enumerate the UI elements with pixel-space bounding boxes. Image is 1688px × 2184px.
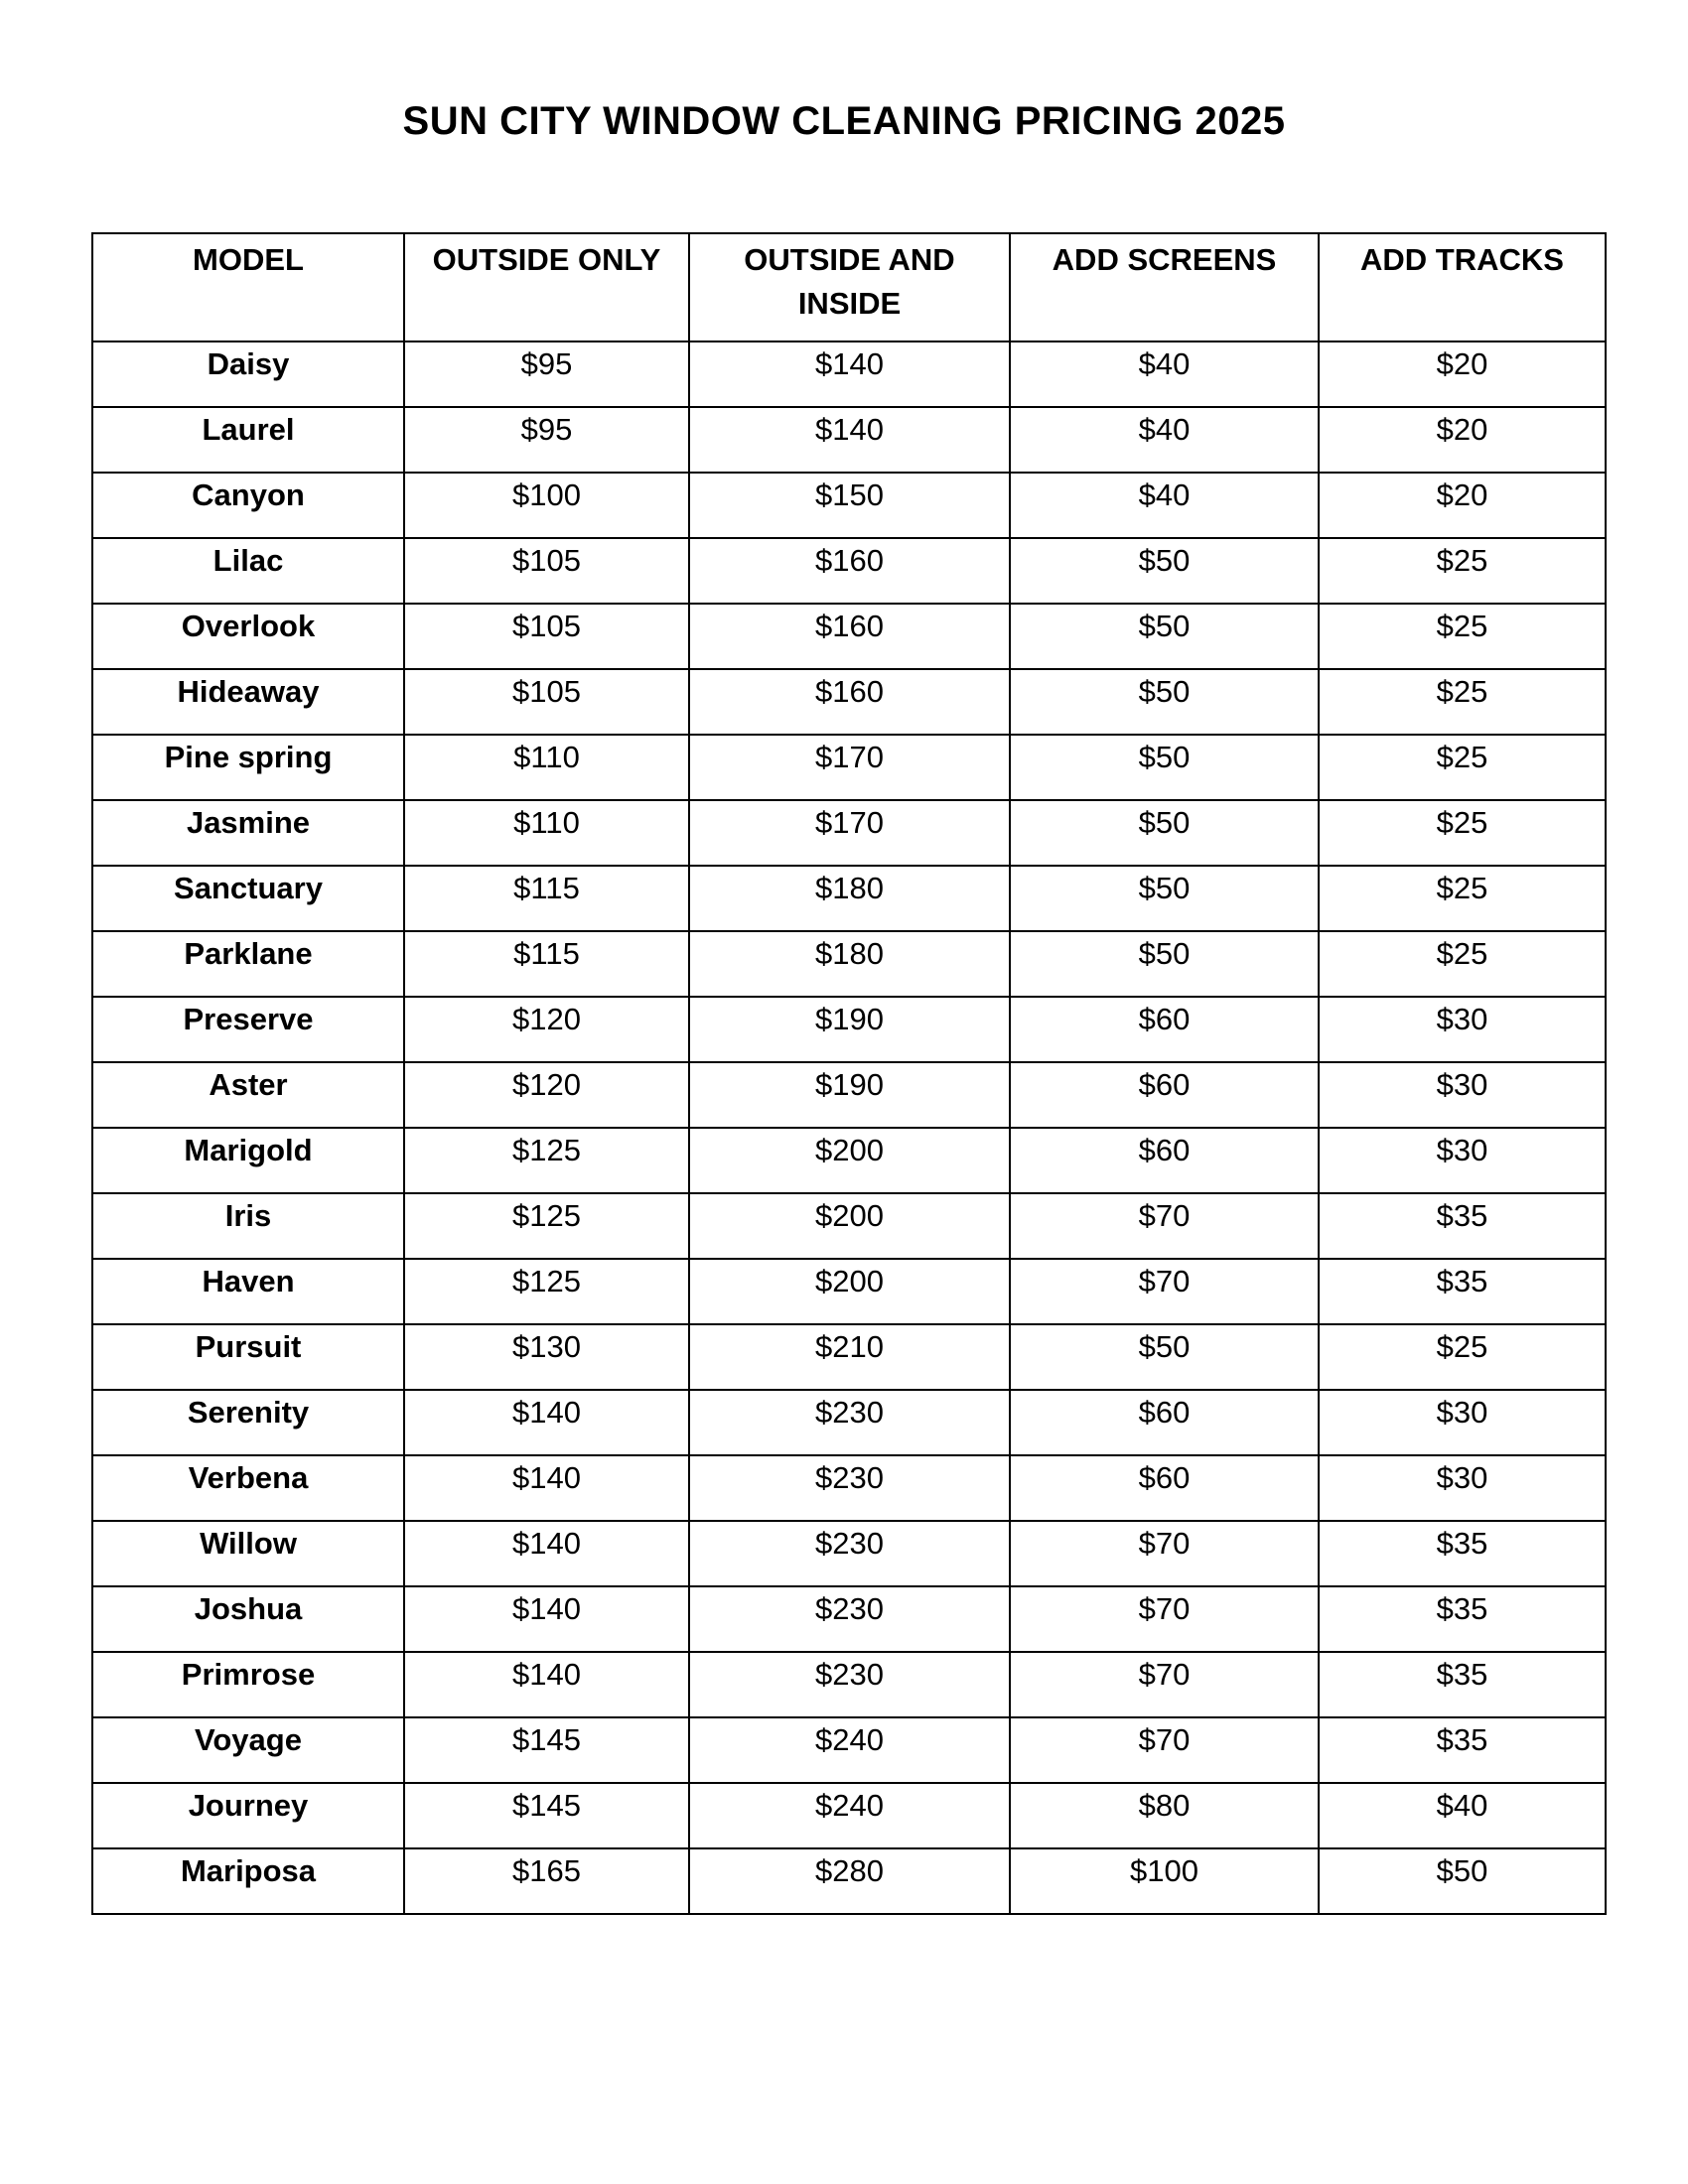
outside-only-cell: $120 — [404, 997, 689, 1062]
outside-only-cell: $110 — [404, 735, 689, 800]
model-cell: Lilac — [92, 538, 404, 604]
model-cell: Hideaway — [92, 669, 404, 735]
model-cell: Aster — [92, 1062, 404, 1128]
model-cell: Joshua — [92, 1586, 404, 1652]
add-screens-cell: $70 — [1010, 1193, 1319, 1259]
outside-only-cell: $125 — [404, 1193, 689, 1259]
add-screens-cell: $40 — [1010, 341, 1319, 407]
outside-only-cell: $105 — [404, 604, 689, 669]
outside-and-inside-cell: $170 — [689, 735, 1010, 800]
add-screens-cell: $70 — [1010, 1652, 1319, 1717]
add-tracks-cell: $50 — [1319, 1848, 1606, 1914]
table-row — [92, 1783, 1606, 1848]
table-row — [92, 735, 1606, 800]
add-screens-cell: $60 — [1010, 1062, 1319, 1128]
add-screens-cell: $50 — [1010, 538, 1319, 604]
model-cell: Iris — [92, 1193, 404, 1259]
outside-and-inside-cell: $230 — [689, 1390, 1010, 1455]
outside-and-inside-cell: $200 — [689, 1259, 1010, 1324]
model-cell: Parklane — [92, 931, 404, 997]
add-screens-cell: $80 — [1010, 1783, 1319, 1848]
outside-and-inside-cell: $150 — [689, 473, 1010, 538]
outside-only-cell: $140 — [404, 1586, 689, 1652]
add-screens-cell: $70 — [1010, 1259, 1319, 1324]
outside-and-inside-cell: $190 — [689, 997, 1010, 1062]
table-row — [92, 997, 1606, 1062]
pricing-table — [91, 232, 1607, 1915]
outside-only-cell: $105 — [404, 538, 689, 604]
model-cell: Verbena — [92, 1455, 404, 1521]
add-tracks-cell: $25 — [1319, 931, 1606, 997]
add-tracks-cell: $40 — [1319, 1783, 1606, 1848]
add-tracks-cell: $30 — [1319, 1390, 1606, 1455]
add-screens-cell: $50 — [1010, 1324, 1319, 1390]
outside-only-cell: $95 — [404, 407, 689, 473]
outside-and-inside-cell: $180 — [689, 866, 1010, 931]
table-row — [92, 866, 1606, 931]
table-row — [92, 1390, 1606, 1455]
outside-only-cell: $105 — [404, 669, 689, 735]
table-row — [92, 1521, 1606, 1586]
outside-only-cell: $110 — [404, 800, 689, 866]
table-row — [92, 931, 1606, 997]
outside-and-inside-cell: $160 — [689, 538, 1010, 604]
outside-only-cell: $140 — [404, 1455, 689, 1521]
outside-only-cell: $140 — [404, 1390, 689, 1455]
add-tracks-cell: $35 — [1319, 1652, 1606, 1717]
add-tracks-cell: $25 — [1319, 735, 1606, 800]
add-screens-cell: $50 — [1010, 669, 1319, 735]
table-row — [92, 407, 1606, 473]
model-cell: Journey — [92, 1783, 404, 1848]
add-screens-cell: $70 — [1010, 1586, 1319, 1652]
add-screens-cell: $50 — [1010, 735, 1319, 800]
add-screens-cell: $50 — [1010, 800, 1319, 866]
table-row — [92, 341, 1606, 407]
header-row — [92, 233, 1606, 341]
table-row — [92, 1717, 1606, 1783]
add-tracks-cell: $25 — [1319, 604, 1606, 669]
table-row — [92, 1586, 1606, 1652]
model-cell: Pursuit — [92, 1324, 404, 1390]
model-cell: Laurel — [92, 407, 404, 473]
add-tracks-cell: $20 — [1319, 341, 1606, 407]
add-tracks-cell: $20 — [1319, 473, 1606, 538]
outside-and-inside-cell: $230 — [689, 1652, 1010, 1717]
model-cell: Voyage — [92, 1717, 404, 1783]
outside-only-cell: $120 — [404, 1062, 689, 1128]
add-tracks-cell: $25 — [1319, 669, 1606, 735]
outside-and-inside-cell: $140 — [689, 407, 1010, 473]
outside-only-cell: $115 — [404, 866, 689, 931]
outside-only-cell: $100 — [404, 473, 689, 538]
table-row — [92, 1193, 1606, 1259]
add-screens-cell: $100 — [1010, 1848, 1319, 1914]
model-cell: Marigold — [92, 1128, 404, 1193]
add-tracks-cell: $25 — [1319, 866, 1606, 931]
add-screens-cell: $40 — [1010, 407, 1319, 473]
add-screens-cell: $50 — [1010, 931, 1319, 997]
header-outside-only: OUTSIDE ONLY — [404, 233, 689, 341]
model-cell: Primrose — [92, 1652, 404, 1717]
table-row — [92, 473, 1606, 538]
table-row — [92, 604, 1606, 669]
add-tracks-cell: $35 — [1319, 1259, 1606, 1324]
model-cell: Sanctuary — [92, 866, 404, 931]
add-tracks-cell: $35 — [1319, 1586, 1606, 1652]
add-tracks-cell: $30 — [1319, 1062, 1606, 1128]
add-screens-cell: $60 — [1010, 997, 1319, 1062]
outside-only-cell: $130 — [404, 1324, 689, 1390]
model-cell: Mariposa — [92, 1848, 404, 1914]
header-add-screens: ADD SCREENS — [1010, 233, 1319, 341]
outside-and-inside-cell: $210 — [689, 1324, 1010, 1390]
outside-and-inside-cell: $230 — [689, 1586, 1010, 1652]
add-tracks-cell: $25 — [1319, 538, 1606, 604]
table-row — [92, 1259, 1606, 1324]
outside-and-inside-cell: $240 — [689, 1783, 1010, 1848]
outside-and-inside-cell: $170 — [689, 800, 1010, 866]
outside-only-cell: $145 — [404, 1717, 689, 1783]
model-cell: Preserve — [92, 997, 404, 1062]
outside-only-cell: $165 — [404, 1848, 689, 1914]
table-row — [92, 1652, 1606, 1717]
header-model: MODEL — [92, 233, 404, 341]
outside-only-cell: $125 — [404, 1259, 689, 1324]
table-row — [92, 538, 1606, 604]
model-cell: Canyon — [92, 473, 404, 538]
outside-only-cell: $140 — [404, 1652, 689, 1717]
table-row — [92, 1455, 1606, 1521]
add-screens-cell: $50 — [1010, 866, 1319, 931]
outside-only-cell: $115 — [404, 931, 689, 997]
model-cell: Haven — [92, 1259, 404, 1324]
header-add-tracks: ADD TRACKS — [1319, 233, 1606, 341]
outside-and-inside-cell: $190 — [689, 1062, 1010, 1128]
table-row — [92, 1062, 1606, 1128]
add-tracks-cell: $35 — [1319, 1717, 1606, 1783]
add-tracks-cell: $30 — [1319, 1128, 1606, 1193]
model-cell: Daisy — [92, 341, 404, 407]
outside-and-inside-cell: $230 — [689, 1455, 1010, 1521]
outside-only-cell: $140 — [404, 1521, 689, 1586]
model-cell: Willow — [92, 1521, 404, 1586]
add-screens-cell: $50 — [1010, 604, 1319, 669]
table-row — [92, 669, 1606, 735]
add-tracks-cell: $20 — [1319, 407, 1606, 473]
outside-and-inside-cell: $200 — [689, 1128, 1010, 1193]
outside-and-inside-cell: $200 — [689, 1193, 1010, 1259]
outside-and-inside-cell: $180 — [689, 931, 1010, 997]
outside-and-inside-cell: $230 — [689, 1521, 1010, 1586]
add-screens-cell: $60 — [1010, 1128, 1319, 1193]
add-screens-cell: $70 — [1010, 1521, 1319, 1586]
outside-and-inside-cell: $280 — [689, 1848, 1010, 1914]
add-tracks-cell: $25 — [1319, 800, 1606, 866]
add-tracks-cell: $30 — [1319, 1455, 1606, 1521]
add-screens-cell: $60 — [1010, 1390, 1319, 1455]
table-row — [92, 1324, 1606, 1390]
add-screens-cell: $70 — [1010, 1717, 1319, 1783]
table-row — [92, 800, 1606, 866]
table-row — [92, 1848, 1606, 1914]
header-outside-and-inside: OUTSIDE AND INSIDE — [689, 233, 1010, 341]
outside-and-inside-cell: $240 — [689, 1717, 1010, 1783]
outside-and-inside-cell: $160 — [689, 669, 1010, 735]
table-row — [92, 1128, 1606, 1193]
outside-and-inside-cell: $160 — [689, 604, 1010, 669]
outside-only-cell: $145 — [404, 1783, 689, 1848]
outside-only-cell: $95 — [404, 341, 689, 407]
add-tracks-cell: $35 — [1319, 1193, 1606, 1259]
add-tracks-cell: $25 — [1319, 1324, 1606, 1390]
model-cell: Overlook — [92, 604, 404, 669]
add-tracks-cell: $35 — [1319, 1521, 1606, 1586]
page-title: SUN CITY WINDOW CLEANING PRICING 2025 — [402, 99, 1286, 143]
outside-and-inside-cell: $140 — [689, 341, 1010, 407]
model-cell: Jasmine — [92, 800, 404, 866]
add-screens-cell: $60 — [1010, 1455, 1319, 1521]
model-cell: Pine spring — [92, 735, 404, 800]
outside-only-cell: $125 — [404, 1128, 689, 1193]
add-screens-cell: $40 — [1010, 473, 1319, 538]
add-tracks-cell: $30 — [1319, 997, 1606, 1062]
model-cell: Serenity — [92, 1390, 404, 1455]
